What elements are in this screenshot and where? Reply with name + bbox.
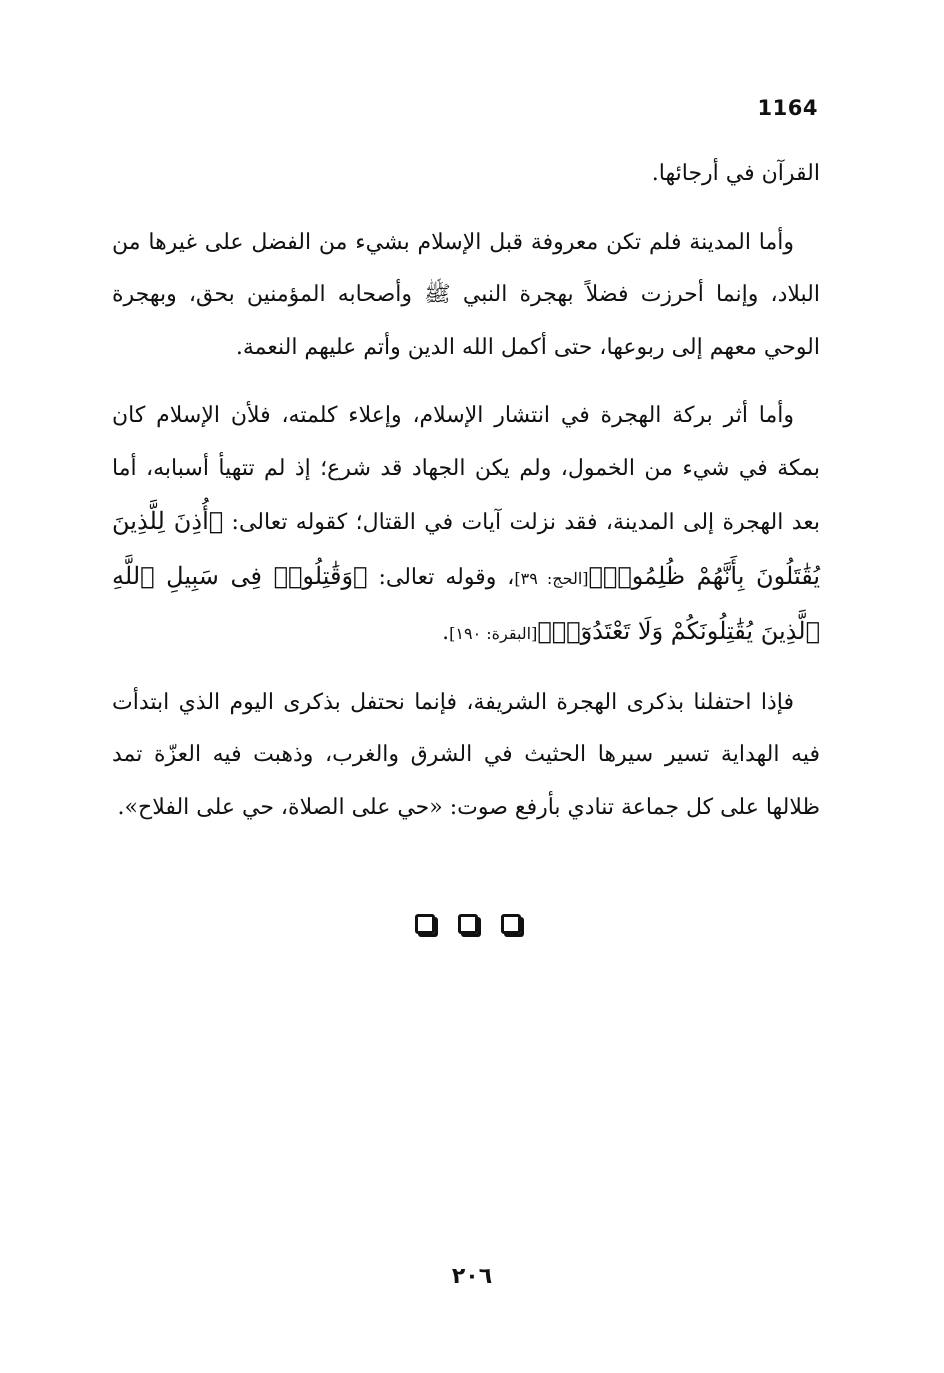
section-divider <box>415 911 521 937</box>
paragraph-2: وأما المدينة فلم تكن معروفة قبل الإسلام بشيء من الفضل على غيرها من البلاد، وإنما أحرزت فضلاً بهجرة النبي ﷺ وأصحابه المؤمنين بحق، وبهجرة الوحي معهم إلى ربوعها، حتى أكمل الله الدين وأتم عليهم النعمة. <box>112 229 820 360</box>
page-body <box>112 148 820 834</box>
paragraph-3-text-start: وأما أثر بركة الهجرة في انتشار الإسلام، وإعلاء كلمته، فلأن الإسلام كان بمكة في شيء من الخمول، ولم يكن الجهاد قد شرع؛ إذ لم تتهيأ أسبابه، أما بعد الهجرة إلى المدينة، فقد نزلت آيات في القتال؛ كقوله تعالى: <box>112 403 820 535</box>
verse-reference-2: [البقرة: ١٩٠] <box>449 624 538 643</box>
verse-reference-1: [الحج: ٣٩] <box>514 568 589 588</box>
page-number-top: 1164 <box>757 96 818 120</box>
paragraph-4: فإذا احتفلنا بذكرى الهجرة الشريفة، فإنما نحتفل بذكرى اليوم الذي ابتدأت فيه الهداية تسير سيرها الحثيث في الشرق والغرب، وذهبت فيه العزّة تمد ظلالها على كل جماعة تنادي بأرفع صوت: «حي على الصلاة، حي على الفلاح». <box>112 689 820 820</box>
paragraph-1: القرآن في أرجائها. <box>651 161 820 186</box>
quran-verse-2: ﴿وَقَٰتِلُوا۟ فِى سَبِيلِ ٱللَّهِ ٱلَّذِينَ يُقَٰتِلُونَكُمْ وَلَا تَعْتَدُوٓا۟﴾ <box>112 561 820 645</box>
page-number-bottom: ٢٠٦ <box>451 1264 493 1289</box>
paragraph-3-text-middle: ، وقوله تعالى: <box>378 564 515 590</box>
paragraph-3-text-end: . <box>442 620 450 645</box>
square-ornament-icon <box>415 914 435 934</box>
paragraph-3 <box>112 390 820 661</box>
square-ornament-icon <box>458 914 478 934</box>
square-ornament-icon <box>501 914 521 934</box>
quran-verse-1: ﴿أُذِنَ لِلَّذِينَ يُقَٰتَلُونَ بِأَنَّهُمْ ظُلِمُوا۟﴾ <box>112 507 821 590</box>
